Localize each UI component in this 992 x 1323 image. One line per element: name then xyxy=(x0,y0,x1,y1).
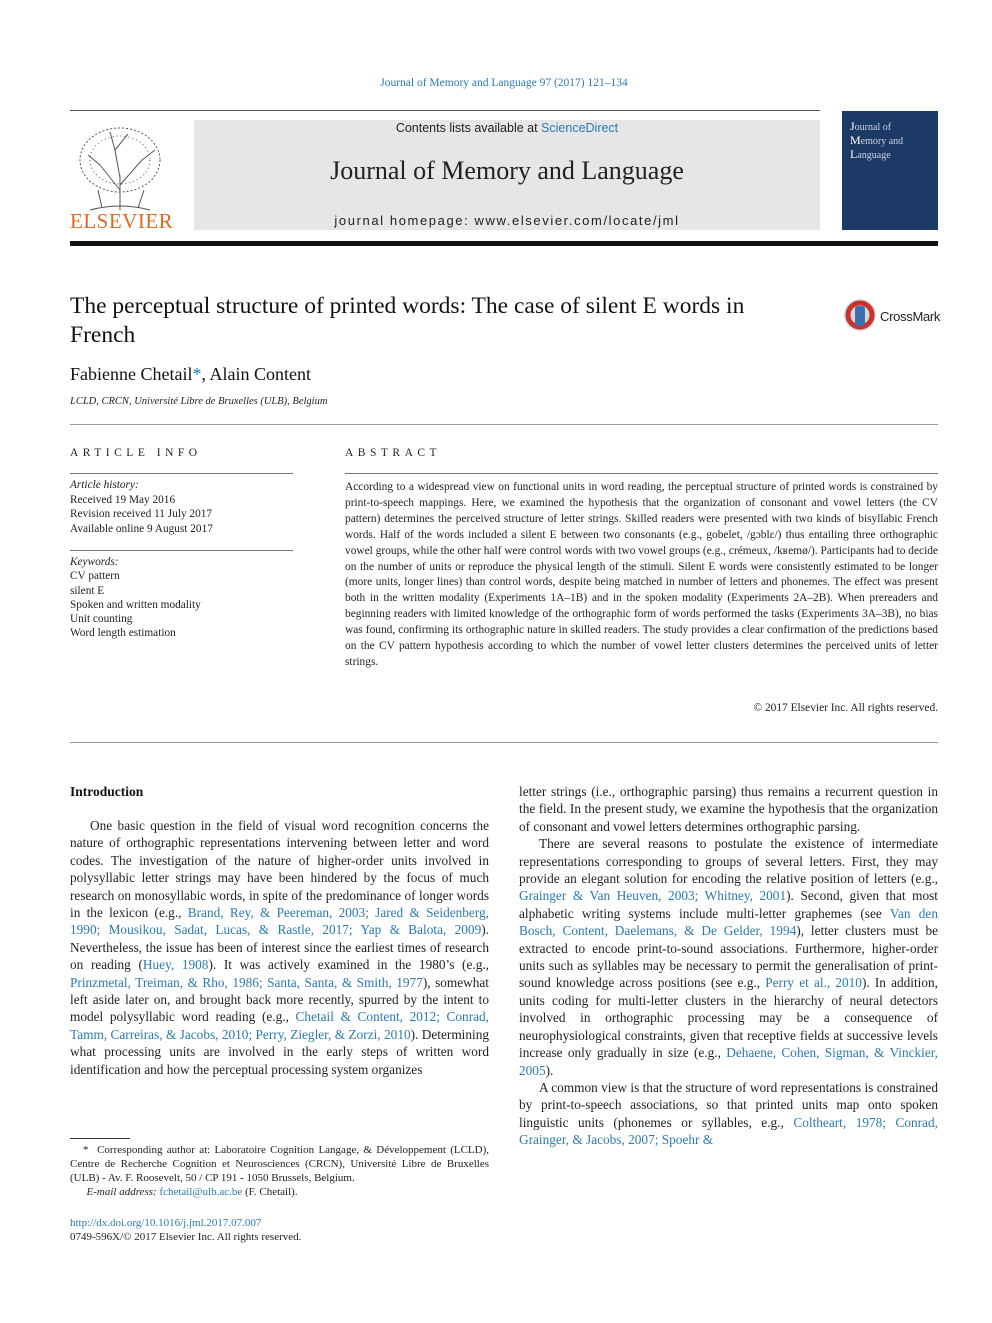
citation-link[interactable]: Dehaene, Cohen, Sigman, & Vinckier, 2005 xyxy=(519,1045,938,1078)
citation-link[interactable]: Brand, Rey, & Peereman, 2003; Jared & Seidenberg, 1990; Mousikou, Sadat, Lucas, & Rastle, 2017; Yap & Balota, 2009 xyxy=(70,905,489,938)
citation-link[interactable]: Prinzmetal, Treiman, & Rho, 1986; Santa, Santa, & Smith, 1977 xyxy=(70,974,423,990)
paragraph-text: ), somewhat left aside later on, and brought back more recently, spurred by the intent to model polysyllabic word reading (e.g., xyxy=(70,974,489,1025)
elsevier-wordmark: ELSEVIER xyxy=(70,209,174,233)
history-revised: Revision received 11 July 2017 xyxy=(70,508,213,521)
sciencedirect-link[interactable]: ScienceDirect xyxy=(541,121,619,135)
homepage-url[interactable]: www.elsevier.com/locate/jml xyxy=(474,213,680,228)
paragraph-text: There are several reasons to postulate the existence of intermediate representations corresponding to groups of several letters. First, they may provide an elegant solution for encoding the relative position of letters (e.g., xyxy=(519,836,938,887)
keywords xyxy=(70,555,201,641)
journal-cover-thumbnail[interactable] xyxy=(842,111,938,230)
email-link[interactable]: fchetail@ulb.ac.be xyxy=(159,1186,243,1198)
footnote-corresponding: * Corresponding author at: Laboratoire Cognition Langage, & Développement (LCLD), Centre de Recherche Cognition et Neurosciences (CRCN), Université Libre de Bruxelles (ULB) - Av. F. Roosevelt, 50 / CP 191 - 1050 Brussels, Belgium. xyxy=(70,1144,490,1184)
paragraph-text: ). Nevertheless, the issue has been of interest since the earliest times of research on reading ( xyxy=(70,922,489,973)
footnote-email: E-mail address: fchetail@ulb.ac.be (F. Chetail). xyxy=(86,1186,298,1198)
corresponding-author-mark[interactable]: * xyxy=(192,364,202,384)
paragraph-text: ). It was actively examined in the 1980’s (e.g., xyxy=(208,957,490,973)
body-column-right xyxy=(519,783,938,1149)
title-separator xyxy=(70,424,938,425)
keyword: Word length estimation xyxy=(70,627,176,640)
abstract-heading: ABSTRACT xyxy=(345,447,442,459)
journal-title: Journal of Memory and Language xyxy=(330,156,684,185)
history-received: Received 19 May 2016 xyxy=(70,493,176,506)
footnote xyxy=(70,1143,489,1199)
citation-link[interactable]: Perry et al., 2010 xyxy=(765,975,862,991)
contents-line: Contents lists available at ScienceDirect xyxy=(395,121,619,135)
abstract-separator xyxy=(70,742,938,743)
crossmark-icon[interactable] xyxy=(843,298,877,332)
citation-link[interactable]: Grainger & Van Heuven, 2003; Whitney, 2001 xyxy=(519,888,787,904)
paragraph: letter strings (i.e., orthographic parsing) thus remains a recurrent question in the field. In the present study, we examine the hypothesis that the organization of consonant and vowel letters determines orthographic parsing. xyxy=(519,784,938,834)
history-label: Article history: xyxy=(70,479,139,491)
citation-link[interactable]: Chetail & Content, 2012; Conrad, Tamm, Carreiras, & Jacobs, 2010; Perry, Ziegler, & Zorzi, 2010 xyxy=(70,1009,489,1042)
paragraph-text: A common view is that the structure of word representations is constrained by print-to-speech associations, so that printed units map onto spoken linguistic units (phonemes or syllables, e.g., xyxy=(519,1079,938,1130)
author-list xyxy=(70,364,311,385)
affiliation: LCLD, CRCN, Université Libre de Bruxelles (ULB), Belgium xyxy=(70,396,328,407)
cover-line-3: Language xyxy=(850,147,891,161)
section-heading-introduction: Introduction xyxy=(70,784,144,799)
abstract-copyright: © 2017 Elsevier Inc. All rights reserved. xyxy=(753,702,938,714)
journal-homepage: journal homepage: www.elsevier.com/locate/jml xyxy=(334,213,680,228)
citation-link[interactable]: Van den Bosch, Content, Daelemans, & De Gelder, 1994 xyxy=(519,905,938,939)
history-online: Available online 9 August 2017 xyxy=(70,522,213,535)
body-column-left xyxy=(70,817,489,1078)
article-title: The perceptual structure of printed words: The case of silent E words in French xyxy=(70,293,745,348)
cover-line-2: Memory and xyxy=(850,133,904,147)
citation-link[interactable]: Coltheart, 1978; Conrad, Grainger, & Jacobs, 2007; Spoehr & xyxy=(519,1114,938,1148)
issn-copyright: 0749-596X/© 2017 Elsevier Inc. All rights reserved. xyxy=(70,1231,302,1243)
paragraph xyxy=(519,835,938,1079)
article-history xyxy=(70,478,213,536)
paragraph xyxy=(519,1079,938,1149)
paragraph-text: ). xyxy=(545,1062,554,1078)
paragraph xyxy=(70,817,489,1078)
footnote-rule xyxy=(70,1138,130,1139)
keyword: Unit counting xyxy=(70,613,133,626)
abstract-text: According to a widespread view on functional units in word reading, the perceptual structure of printed words is constrained by print-to-speech mappings. Here, we examined the hypothesis that the organization of consonant and vowel letters (the CV pattern) determines the perceived structure of letter strings. Skilled readers were presented with two kinds of bisyllabic French words. Half of the words included a silent E between two consonants (e.g., gobelet, /gɔblɛ/) thus entailing three orthographic vowel groups, while the other half were control words with two vowel groups (e.g., crémeux, /kʁemø/). Participants had to decide on the number of units or reproduce the physical length of the stimuli. Silent E words were consistently estimated to be longer (more units, longer lines) than control words, despite being matched in number of letters and phonemes. The effect was present both in the written modality (Experiments 1A–1B) and in the spoken modality (Experiments 2A–2B). When prereaders and beginning readers with limited knowledge of the orthographic form of words performed the tasks (Experiments 3A–3B), no bias was found, confirming its orthographic nature in skilled readers. The study provides a clear confirmation of the predictions based on the CV pattern hypothesis according to which the number of vowel letter clusters determines the perceived units of letter strings. xyxy=(345,481,938,668)
keywords-rule xyxy=(70,550,293,551)
crossmark-label[interactable]: CrossMark xyxy=(880,309,941,324)
citation-link[interactable]: Huey, 1908 xyxy=(142,957,209,973)
article-info-heading: ARTICLE INFO xyxy=(70,447,202,459)
paragraph-text: One basic question in the field of visual word recognition concerns the nature of orthographic representations intervening between letter and word codes. The investigation of the nature of higher-order units involved in polysyllabic letter strings may have been hindered by the focus of much research on monosyllabic words, in spite of the predominance of longer words in the lexicon (e.g., xyxy=(70,818,489,921)
author-chetail[interactable]: Fabienne Chetail xyxy=(70,364,193,384)
abstract-rule xyxy=(345,473,938,474)
header-thick-rule xyxy=(70,241,938,246)
header-rule xyxy=(70,110,820,111)
keyword: Spoken and written modality xyxy=(70,598,201,611)
journal-reference[interactable]: Journal of Memory and Language 97 (2017) 121–134 xyxy=(380,77,628,89)
doi-link[interactable]: http://dx.doi.org/10.1016/j.jml.2017.07.007 xyxy=(70,1217,262,1229)
paragraph-text: ). Second, given that most alphabetic writing systems include multi-letter graphemes (see xyxy=(519,888,939,921)
paragraph-text: ), letter clusters must be extracted to encode print-to-sound associations. Furthermore, higher-order units such as syllables may be necessary to permit the generalisation of print-sound knowledge across positions (see e.g., xyxy=(519,923,938,991)
keywords-label: Keywords: xyxy=(70,556,119,568)
cover-line-1: Journal of xyxy=(850,119,892,133)
paragraph-text: ). In addition, units coding for multi-letter clusters in the hierarchy of neural detectors involved in orthographic processing may be a consequence of neurophysiological constraints, given that receptive fields at successive levels increase only gradually in size (e.g., xyxy=(519,975,938,1061)
paragraph-text: ). Determining what processing units are involved in the early steps of written word identification and how the perceptual processing system organizes xyxy=(70,1026,489,1077)
keyword: silent E xyxy=(70,584,105,597)
article-info-rule xyxy=(70,473,293,474)
author-content[interactable]: , Alain Content xyxy=(201,364,311,384)
keyword: CV pattern xyxy=(70,570,120,583)
